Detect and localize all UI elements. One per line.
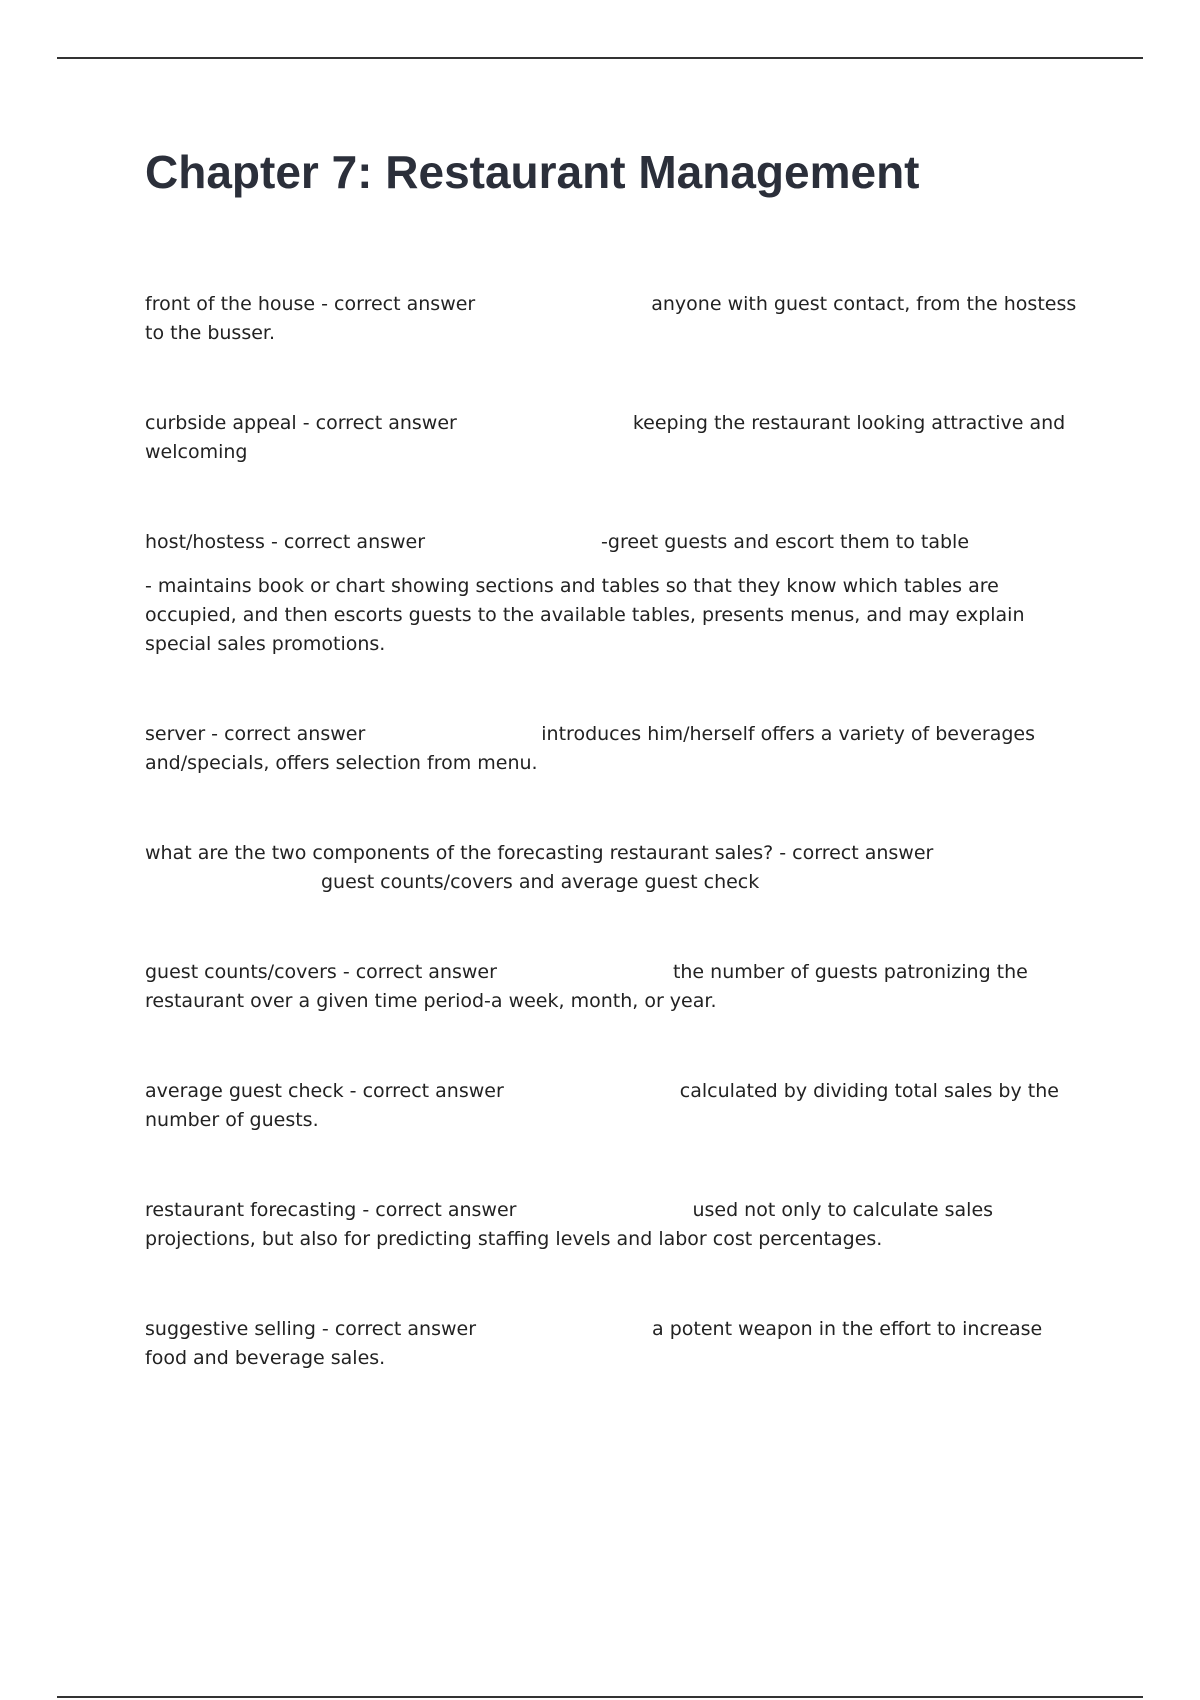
entry xyxy=(145,839,1090,897)
entry-term: host/hostess - correct answer xyxy=(145,531,426,553)
entry-extra: - maintains book or chart showing sections and tables so that they know which tables are occupied, and then escorts guests to the available tables, presents menus, and may explain special sales promotions. xyxy=(145,575,1025,655)
entry xyxy=(145,528,1090,659)
entry-definition: the number of guests patronizing the restaurant over a given time period-a week, month, or year. xyxy=(145,961,1028,1012)
page-title: Chapter 7: Restaurant Management xyxy=(145,146,920,198)
entry-term: curbside appeal - correct answer xyxy=(145,412,457,434)
entry-definition: keeping the restaurant looking attractive and welcoming xyxy=(145,412,1066,463)
entry-list xyxy=(145,290,1090,1434)
entry xyxy=(145,1077,1090,1135)
entry-definition: anyone with guest contact, from the hostess to the busser. xyxy=(145,293,1077,344)
entry xyxy=(145,1315,1090,1373)
entry xyxy=(145,409,1090,467)
entry-term: guest counts/covers - correct answer xyxy=(145,961,497,983)
top-rule xyxy=(57,57,1143,59)
entry-definition: -greet guests and escort them to table xyxy=(601,531,970,553)
entry xyxy=(145,290,1090,348)
entry-definition: guest counts/covers and average guest check xyxy=(321,871,760,893)
entry-definition: calculated by dividing total sales by the number of guests. xyxy=(145,1080,1059,1131)
entry-term: server - correct answer xyxy=(145,723,366,745)
entry-term: suggestive selling - correct answer xyxy=(145,1318,477,1340)
bottom-rule xyxy=(57,1696,1143,1698)
entry xyxy=(145,720,1090,778)
entry-definition: introduces him/herself offers a variety of beverages and/specials, offers selection from menu. xyxy=(145,723,1035,774)
entry xyxy=(145,1196,1090,1254)
entry-term: front of the house - correct answer xyxy=(145,293,476,315)
entry-term: average guest check - correct answer xyxy=(145,1080,504,1102)
entry-definition: used not only to calculate sales projections, but also for predicting staffing levels and labor cost percentages. xyxy=(145,1199,994,1250)
entry-definition: a potent weapon in the effort to increase food and beverage sales. xyxy=(145,1318,1043,1369)
entry xyxy=(145,958,1090,1016)
entry-term: restaurant forecasting - correct answer xyxy=(145,1199,517,1221)
entry-term: what are the two components of the forecasting restaurant sales? - correct answer xyxy=(145,842,934,864)
